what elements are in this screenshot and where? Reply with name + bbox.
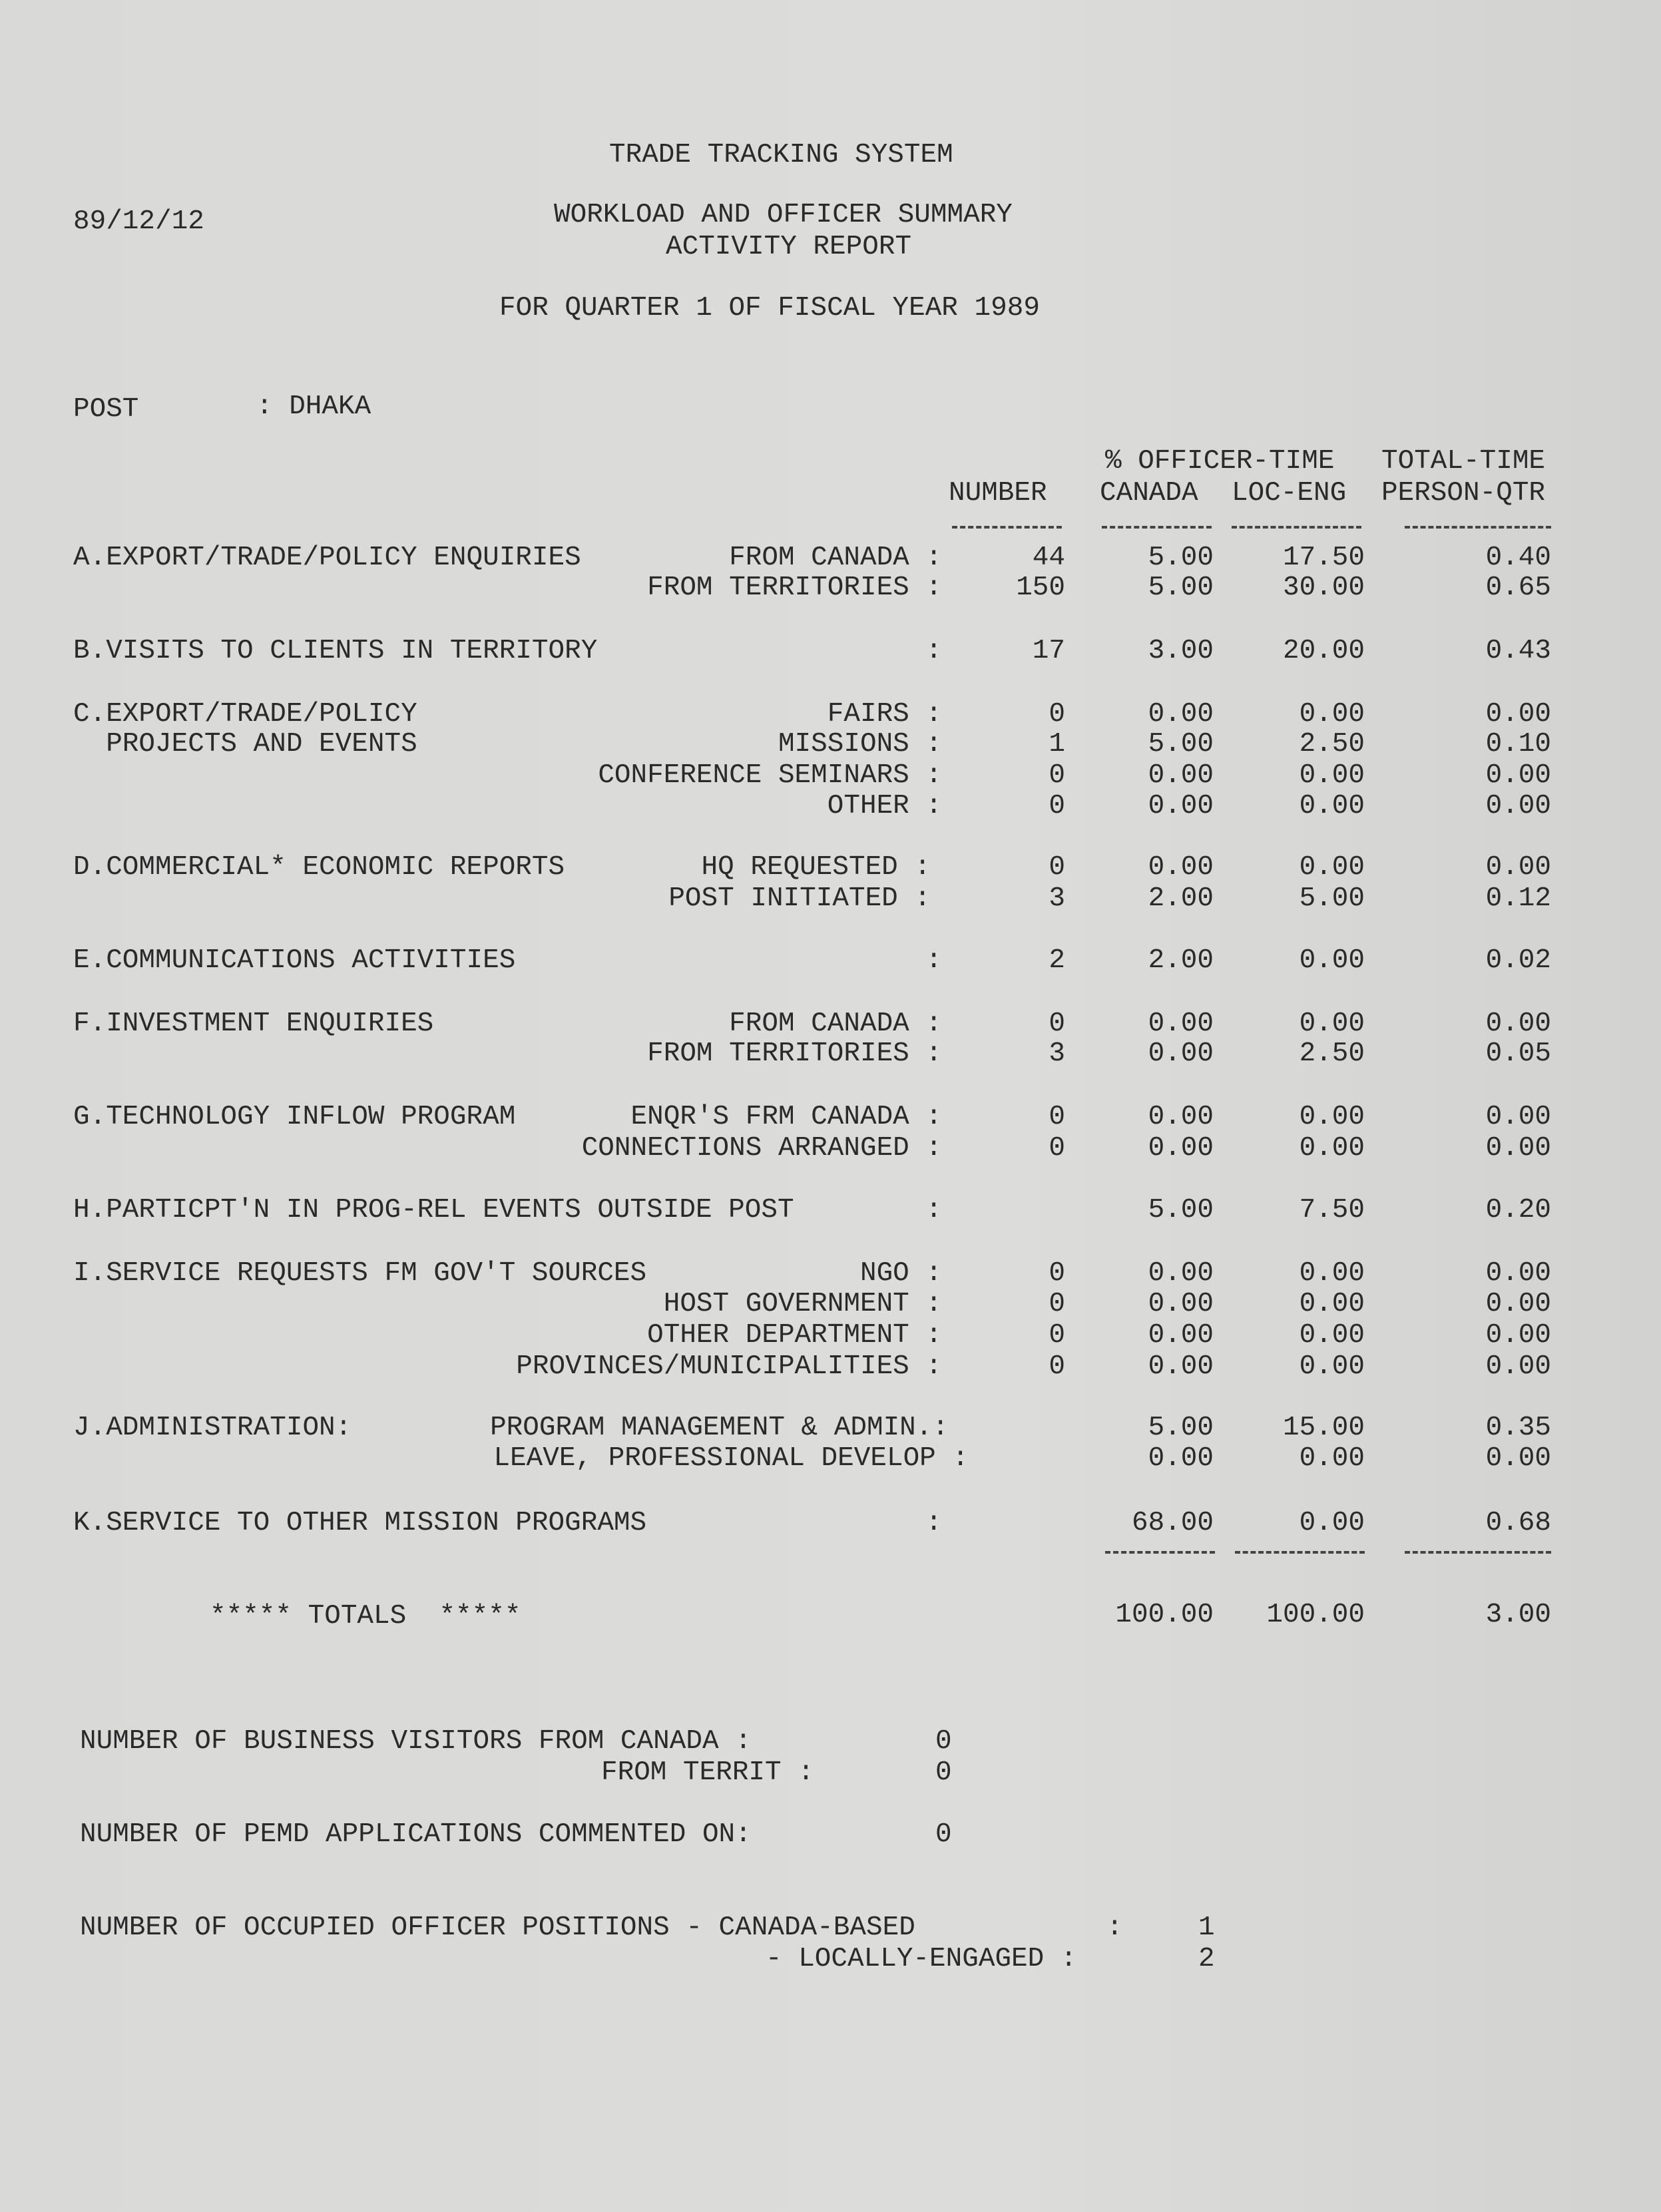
row-sublabel: NGO : <box>859 1258 942 1289</box>
totals-loc-eng: 100.00 <box>1266 1600 1365 1630</box>
totals-rule-loc-eng <box>1235 1551 1365 1554</box>
row-label: F.INVESTMENT ENQUIRIES <box>73 1008 434 1039</box>
report-title: WORKLOAD AND OFFICER SUMMARY <box>554 200 1013 230</box>
row-person-qtr: 0.40 <box>1485 543 1551 573</box>
row-canada-pct: 2.00 <box>1148 883 1214 914</box>
row-number: 2 <box>1049 945 1065 976</box>
rule-canada <box>1102 526 1212 529</box>
row-loc-eng-pct: 0.00 <box>1299 1351 1365 1382</box>
row-person-qtr: 0.02 <box>1485 945 1551 976</box>
row-sublabel: FROM CANADA : <box>729 1008 942 1039</box>
row-person-qtr: 0.00 <box>1485 1133 1551 1164</box>
row-person-qtr: 0.00 <box>1485 1443 1551 1474</box>
total-time-header: TOTAL-TIME <box>1381 446 1546 477</box>
row-person-qtr: 0.00 <box>1485 1289 1551 1319</box>
visitors-canada-value: 0 <box>935 1726 952 1757</box>
rule-person-qtr <box>1405 526 1551 529</box>
row-sublabel: OTHER DEPARTMENT : <box>647 1320 942 1351</box>
pemd-label: NUMBER OF PEMD APPLICATIONS COMMENTED ON: <box>80 1819 752 1850</box>
row-sublabel: : <box>925 636 942 666</box>
row-label: K.SERVICE TO OTHER MISSION PROGRAMS <box>73 1508 647 1538</box>
row-label: H.PARTICPT'N IN PROG-REL EVENTS OUTSIDE POST <box>73 1195 794 1225</box>
positions-canada-colon: : <box>1106 1912 1123 1943</box>
totals-rule-canada <box>1105 1551 1215 1554</box>
row-sublabel: FROM TERRITORIES : <box>647 572 942 603</box>
row-canada-pct: 0.00 <box>1148 1008 1214 1039</box>
row-number: 0 <box>1049 1351 1065 1382</box>
row-loc-eng-pct: 0.00 <box>1299 1508 1365 1538</box>
person-qtr-header: PERSON-QTR <box>1381 478 1546 509</box>
row-canada-pct: 68.00 <box>1131 1508 1214 1538</box>
positions-label: NUMBER OF OCCUPIED OFFICER POSITIONS - CANADA-BASED <box>80 1912 915 1943</box>
totals-label: ***** TOTALS ***** <box>210 1601 521 1632</box>
row-sublabel: FROM TERRITORIES : <box>647 1038 942 1069</box>
row-canada-pct: 5.00 <box>1148 572 1214 603</box>
row-label: B.VISITS TO CLIENTS IN TERRITORY <box>73 636 598 666</box>
row-label: D.COMMERCIAL* ECONOMIC REPORTS <box>73 852 565 883</box>
row-person-qtr: 0.00 <box>1485 791 1551 821</box>
row-canada-pct: 0.00 <box>1148 1351 1214 1382</box>
row-loc-eng-pct: 0.00 <box>1299 791 1365 821</box>
canada-header: CANADA <box>1100 478 1198 509</box>
row-sublabel: CONFERENCE SEMINARS : <box>598 760 942 791</box>
row-sublabel: ENQR'S FRM CANADA : <box>630 1102 942 1132</box>
row-canada-pct: 0.00 <box>1148 1133 1214 1164</box>
row-label: I.SERVICE REQUESTS FM GOV'T SOURCES <box>73 1258 647 1289</box>
row-sublabel: : <box>925 1508 942 1538</box>
positions-canada-value: 1 <box>1198 1912 1215 1943</box>
visitors-territ-value: 0 <box>935 1757 952 1788</box>
row-number: 1 <box>1049 729 1065 760</box>
post-label: POST <box>73 394 139 425</box>
row-canada-pct: 5.00 <box>1148 543 1214 573</box>
row-person-qtr: 0.00 <box>1485 1008 1551 1039</box>
row-number: 0 <box>1049 1289 1065 1319</box>
positions-local-value: 2 <box>1198 1944 1215 1974</box>
pemd-value: 0 <box>935 1819 952 1850</box>
row-sublabel: PROVINCES/MUNICIPALITIES : <box>516 1351 942 1382</box>
row-number: 0 <box>1049 1102 1065 1132</box>
row-label: PROJECTS AND EVENTS <box>73 729 417 760</box>
row-sublabel: : <box>925 945 942 976</box>
row-person-qtr: 0.35 <box>1485 1413 1551 1443</box>
row-person-qtr: 0.00 <box>1485 1351 1551 1382</box>
row-loc-eng-pct: 17.50 <box>1282 543 1365 573</box>
row-sublabel: LEAVE, PROFESSIONAL DEVELOP : <box>493 1443 969 1474</box>
row-canada-pct: 5.00 <box>1148 1413 1214 1443</box>
row-person-qtr: 0.12 <box>1485 883 1551 914</box>
visitors-territ-label: FROM TERRIT : <box>601 1757 814 1788</box>
row-canada-pct: 0.00 <box>1148 1258 1214 1289</box>
row-label: J.ADMINISTRATION: <box>73 1413 352 1443</box>
loc-eng-header: LOC-ENG <box>1232 478 1347 509</box>
row-canada-pct: 0.00 <box>1148 791 1214 821</box>
row-loc-eng-pct: 0.00 <box>1299 1008 1365 1039</box>
row-loc-eng-pct: 20.00 <box>1282 636 1365 666</box>
row-loc-eng-pct: 2.50 <box>1299 729 1365 760</box>
row-number: 0 <box>1049 1258 1065 1289</box>
row-sublabel: CONNECTIONS ARRANGED : <box>581 1133 942 1164</box>
post-value: : DHAKA <box>256 391 371 422</box>
row-label: E.COMMUNICATIONS ACTIVITIES <box>73 945 516 976</box>
system-title: TRADE TRACKING SYSTEM <box>609 140 953 170</box>
row-canada-pct: 5.00 <box>1148 729 1214 760</box>
row-person-qtr: 0.68 <box>1485 1508 1551 1538</box>
report-date: 89/12/12 <box>73 206 204 237</box>
number-header: NUMBER <box>949 478 1047 509</box>
row-person-qtr: 0.10 <box>1485 729 1551 760</box>
row-sublabel: FAIRS : <box>827 699 942 730</box>
row-number: 0 <box>1049 1320 1065 1351</box>
row-number: 0 <box>1049 760 1065 791</box>
row-canada-pct: 3.00 <box>1148 636 1214 666</box>
visitors-label: NUMBER OF BUSINESS VISITORS FROM CANADA : <box>80 1726 752 1757</box>
row-number: 44 <box>1032 543 1065 573</box>
pct-officer-time-header: % OFFICER-TIME <box>1105 446 1335 477</box>
row-person-qtr: 0.00 <box>1485 1258 1551 1289</box>
row-loc-eng-pct: 0.00 <box>1299 1258 1365 1289</box>
row-number: 0 <box>1049 1008 1065 1039</box>
row-canada-pct: 0.00 <box>1148 1289 1214 1319</box>
row-canada-pct: 0.00 <box>1148 760 1214 791</box>
rule-number <box>952 526 1062 529</box>
row-number: 150 <box>1016 572 1065 603</box>
row-sublabel: PROGRAM MANAGEMENT & ADMIN.: <box>490 1413 949 1443</box>
row-loc-eng-pct: 0.00 <box>1299 1320 1365 1351</box>
row-loc-eng-pct: 0.00 <box>1299 852 1365 883</box>
row-canada-pct: 5.00 <box>1148 1195 1214 1225</box>
report-subtitle: ACTIVITY REPORT <box>666 232 912 262</box>
row-sublabel: POST INITIATED : <box>668 883 931 914</box>
row-sublabel: HQ REQUESTED : <box>701 852 931 883</box>
row-loc-eng-pct: 5.00 <box>1299 883 1365 914</box>
positions-local-label: - LOCALLY-ENGAGED : <box>766 1944 1077 1974</box>
row-loc-eng-pct: 0.00 <box>1299 760 1365 791</box>
row-person-qtr: 0.00 <box>1485 852 1551 883</box>
row-person-qtr: 0.65 <box>1485 572 1551 603</box>
totals-rule-person-qtr <box>1405 1551 1551 1554</box>
row-loc-eng-pct: 0.00 <box>1299 1289 1365 1319</box>
row-loc-eng-pct: 0.00 <box>1299 1443 1365 1474</box>
row-number: 0 <box>1049 1133 1065 1164</box>
row-loc-eng-pct: 2.50 <box>1299 1038 1365 1069</box>
quarter-line: FOR QUARTER 1 OF FISCAL YEAR 1989 <box>499 293 1040 324</box>
row-person-qtr: 0.00 <box>1485 760 1551 791</box>
row-sublabel: MISSIONS : <box>778 729 942 760</box>
row-canada-pct: 0.00 <box>1148 1038 1214 1069</box>
row-loc-eng-pct: 0.00 <box>1299 699 1365 730</box>
row-loc-eng-pct: 30.00 <box>1282 572 1365 603</box>
row-canada-pct: 0.00 <box>1148 1443 1214 1474</box>
row-sublabel: : <box>925 1195 942 1225</box>
totals-person-qtr: 3.00 <box>1485 1600 1551 1630</box>
row-person-qtr: 0.05 <box>1485 1038 1551 1069</box>
row-person-qtr: 0.00 <box>1485 699 1551 730</box>
row-sublabel: FROM CANADA : <box>729 543 942 573</box>
row-label: A.EXPORT/TRADE/POLICY ENQUIRIES <box>73 543 581 573</box>
row-sublabel: HOST GOVERNMENT : <box>663 1289 942 1319</box>
row-canada-pct: 0.00 <box>1148 1320 1214 1351</box>
row-canada-pct: 2.00 <box>1148 945 1214 976</box>
row-loc-eng-pct: 15.00 <box>1282 1413 1365 1443</box>
rule-loc-eng <box>1232 526 1361 529</box>
row-number: 0 <box>1049 852 1065 883</box>
row-label: G.TECHNOLOGY INFLOW PROGRAM <box>73 1102 516 1132</box>
row-loc-eng-pct: 0.00 <box>1299 945 1365 976</box>
row-person-qtr: 0.43 <box>1485 636 1551 666</box>
row-sublabel: OTHER : <box>827 791 942 821</box>
totals-canada: 100.00 <box>1115 1600 1214 1630</box>
row-number: 3 <box>1049 1038 1065 1069</box>
row-loc-eng-pct: 0.00 <box>1299 1133 1365 1164</box>
row-number: 17 <box>1032 636 1065 666</box>
row-number: 0 <box>1049 699 1065 730</box>
row-number: 0 <box>1049 791 1065 821</box>
row-loc-eng-pct: 7.50 <box>1299 1195 1365 1225</box>
row-person-qtr: 0.00 <box>1485 1102 1551 1132</box>
row-person-qtr: 0.00 <box>1485 1320 1551 1351</box>
row-number: 3 <box>1049 883 1065 914</box>
row-loc-eng-pct: 0.00 <box>1299 1102 1365 1132</box>
row-label: C.EXPORT/TRADE/POLICY <box>73 699 417 730</box>
row-canada-pct: 0.00 <box>1148 852 1214 883</box>
row-canada-pct: 0.00 <box>1148 1102 1214 1132</box>
row-canada-pct: 0.00 <box>1148 699 1214 730</box>
row-person-qtr: 0.20 <box>1485 1195 1551 1225</box>
